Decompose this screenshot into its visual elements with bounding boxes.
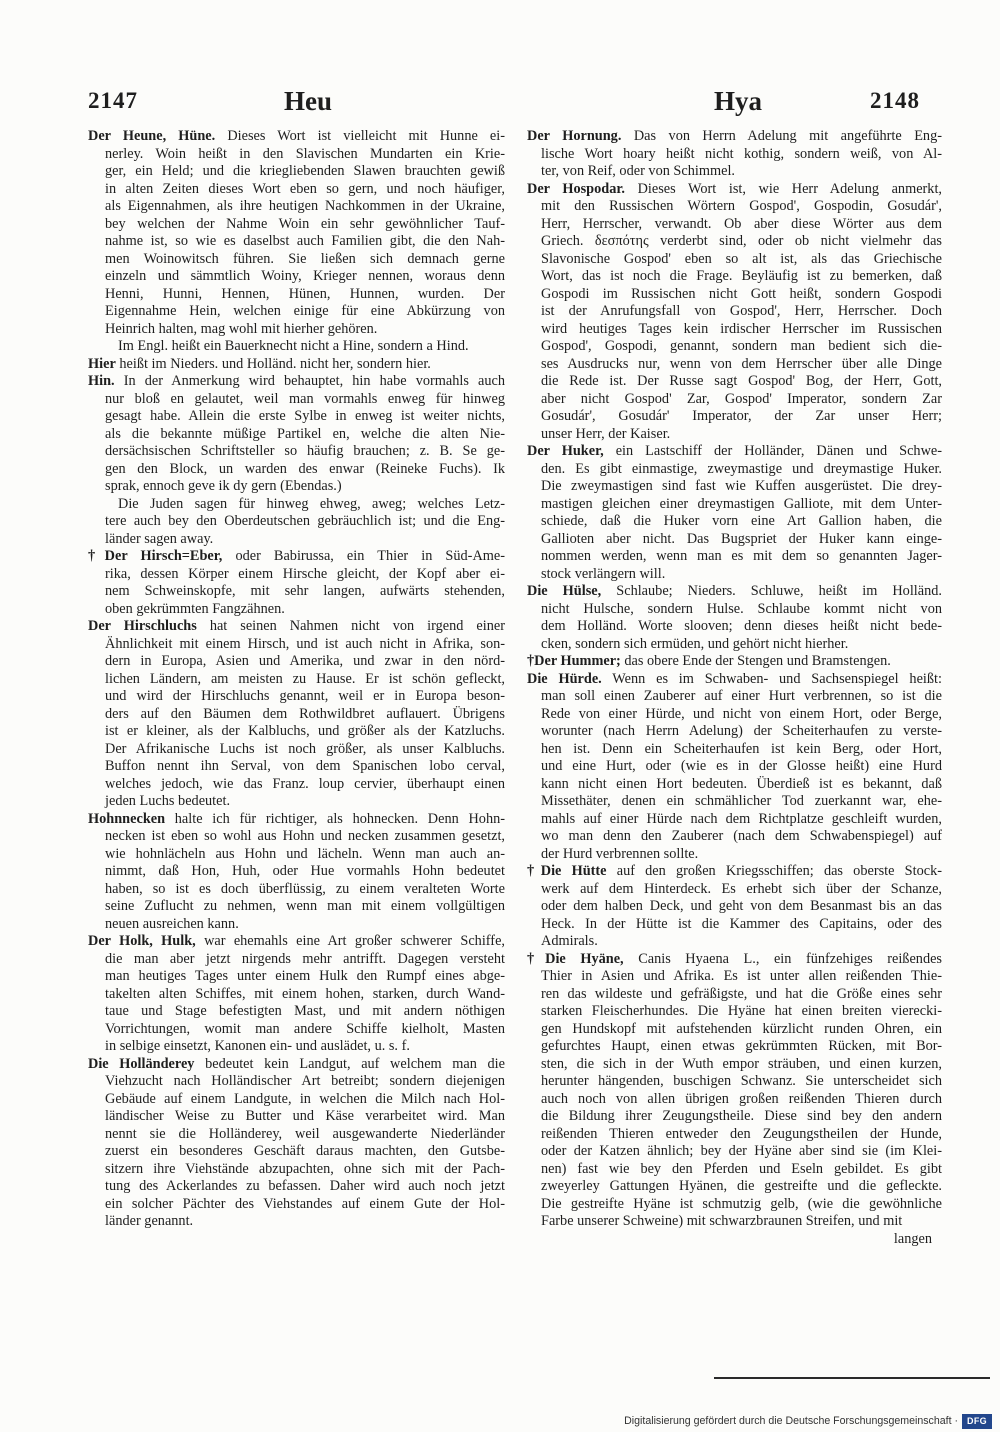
headword: †Der Hirsch=Eber, <box>88 548 223 564</box>
headword: Der Hornung. <box>527 128 622 144</box>
entry-line <box>88 478 505 496</box>
entry-text: gefurchtes Haupt, einen etwas gekrümmten Rücken, mit Bor- <box>541 1038 942 1054</box>
entry-line <box>527 321 942 339</box>
dictionary-entry <box>88 811 505 934</box>
entry-text: In der Anmerkung wird behauptet, hin habe vormahls auch <box>123 373 505 389</box>
entry-text: Gallioten aber nicht. Das Bugspriet der Huker kann einge- <box>541 530 942 547</box>
entry-text: tung des Ackerlandes zu befassen. Daher wird auch noch jetzt <box>105 1178 505 1194</box>
entry-line <box>88 391 505 409</box>
entry-text: stock verlängern will. <box>541 565 666 582</box>
entry-line <box>527 1073 942 1091</box>
entry-text: Thier in Asien und Afrika. Es ist unter allen reißenden Thie- <box>541 968 942 984</box>
entry-text: sitzern ihre Viehstände abzupachten, ohne sich mit der Pach- <box>105 1160 505 1177</box>
entry-text: haben, so ist es doch überflüssig, zu einem veralteten Worte <box>105 880 505 897</box>
entry-text: takelten alten Schiffes, mit einem hohen, starken, durch Wand- <box>105 985 505 1002</box>
entry-text: Der Afrikanische Luchs ist noch größer, als unser Kalbluchs. <box>105 740 505 757</box>
entry-line <box>88 1073 505 1091</box>
entry-line <box>88 1178 505 1196</box>
entry-text: war ehemahls eine Art großer schwerer Schiffe, <box>204 933 505 949</box>
footer-rule <box>714 1377 990 1379</box>
entry-line <box>527 706 942 724</box>
dictionary-entry <box>88 548 505 618</box>
entry-line <box>527 793 942 811</box>
entry-text: lische Wort hoary heißt nicht kothig, sondern weiß, von Al- <box>541 145 942 162</box>
entry-line <box>527 268 942 286</box>
entry-line <box>527 408 942 426</box>
entry-text: den. Es gibt einmastige, zweymastige und dreymastige Huker. <box>541 460 942 477</box>
entry-text: unser Herr, der Kaiser. <box>541 425 671 442</box>
entry-text: dersächsischen Schriftsteller so häufig brauchen; z. B. Se ge- <box>105 443 505 459</box>
entry-text: oder dem halben Deck, und geht von dem Besanmast bis an das <box>541 898 942 914</box>
entry-line <box>88 1091 505 1109</box>
entry-line <box>88 793 505 811</box>
entry-text: Die zweymastigen sind fast wie Kuffen ausgerüstet. Die drey- <box>541 478 942 494</box>
entry-line <box>527 898 942 916</box>
entry-text: necken ist eben so wohl aus Hohn und necken zusammen gesetzt, <box>105 828 505 844</box>
entry-line <box>527 776 942 794</box>
dictionary-entry <box>527 583 942 653</box>
entry-line <box>527 373 942 391</box>
entry-text: Vorrichtungen, womit man andere Schiffe kielholt, Masten <box>105 1020 505 1037</box>
dictionary-entry <box>527 671 942 864</box>
entry-text: ger, ein Held; und die kriegliebenden Slawen brauchten gewiß <box>105 163 505 179</box>
entry-text: Gospod', Gospodi, genannt, sondern man bedient sich die- <box>541 338 942 354</box>
entry-text: ist der Anrufungsfall von Gospod', Herr, Herrscher. Doch <box>541 303 942 319</box>
dictionary-entry <box>527 951 942 1231</box>
entry-line <box>88 968 505 986</box>
headword: Der Heune, Hüne. <box>88 128 216 144</box>
entry-text: Wenn es im Schwaben- und Sachsenspiegel heißt: <box>612 670 942 687</box>
entry-line <box>88 408 505 426</box>
entry-line <box>527 583 942 601</box>
entry-text: Die gestreifte Hyäne ist schmutzig gelb, (wie die gewöhnliche <box>541 1195 942 1212</box>
dictionary-entry <box>527 863 942 951</box>
entry-line <box>527 461 942 479</box>
dictionary-entry <box>88 373 505 548</box>
entry-text: worunter (nach Herrn Adelung) der Scheiterhaufen zu verste- <box>541 723 942 739</box>
entry-line <box>88 1021 505 1039</box>
entry-line <box>527 566 942 584</box>
entry-line <box>88 1056 505 1074</box>
entry-text: Gebäude auf einem Landgute, in welchen die Milch nach Hol- <box>105 1090 505 1107</box>
headword: †Die Hütte <box>527 863 607 879</box>
entry-line <box>527 251 942 269</box>
entry-line <box>527 356 942 374</box>
entry-text: die Bildung ihrer Zeugungstheile. Diese sind bey den andern <box>541 1108 942 1124</box>
entry-text: Farbe unserer Schweine) mit schwarzbraunen Streifen, und mit <box>541 1213 903 1229</box>
entry-text: gen Hundskopf mit aufstehenden kürzlicht runden Ohren, ein <box>541 1020 942 1037</box>
entry-line <box>527 303 942 321</box>
footer-credit: Digitalisierung gefördert durch die Deutsche Forschungsgemeinschaft · <box>624 1415 958 1427</box>
entry-line <box>88 163 505 181</box>
entry-text: auf den großen Kriegsschiffen; das oberste Stock- <box>616 863 942 879</box>
entry-text: mastigen gleichen einer dreymastigen Galliote, mit dem Unter- <box>541 495 942 512</box>
entry-text: oder Babirussa, ein Thier in Süd-Ame- <box>235 548 505 564</box>
entry-subparagraph-line <box>88 531 505 549</box>
entry-text: ein solcher Pächter des Viehstandes auf einem Gute der Hol- <box>105 1195 505 1212</box>
entry-text: ter, von Reif, oder von Schimmel. <box>541 163 735 179</box>
entry-text: als Eigennahmen, als ihre heutigen Nachkommen in der Ukraine, <box>105 198 505 214</box>
entry-text: nem Schweinskopfe, mit sehr langen, aufwärts stehenden, <box>105 583 505 599</box>
entry-line <box>527 1178 942 1196</box>
entry-text: sprak, ennoch geve ik dy gern (Ebendas.) <box>105 478 342 494</box>
entry-text: dern in Europa, Asien und Amerika, und zwar in den nörd- <box>105 653 505 669</box>
entry-line <box>527 916 942 934</box>
entry-text: ein Lastschiff der Holländer, Dänen und Schwe- <box>615 443 942 459</box>
entry-text: Ähnlichkeit mit einem Hirsch, und ist auch nicht in Afrika, son- <box>105 635 505 652</box>
entry-line <box>88 881 505 899</box>
entry-text: gen den Block, un warden des enwar (Reineke Fuchs). Ik <box>105 460 505 477</box>
entry-text: halte ich für richtiger, als hohnecken. Denn Hohn- <box>174 810 505 827</box>
entry-line <box>88 233 505 251</box>
entry-text: zweyerley Gattungen Hyänen, die gestreifte und die gefleckte. <box>541 1178 942 1194</box>
entry-line <box>88 688 505 706</box>
entry-line <box>527 1038 942 1056</box>
entry-line <box>527 881 942 899</box>
entry-line <box>527 1126 942 1144</box>
entry-text: in alten Zeiten dieses Wort eben so gern, und noch häufiger, <box>105 180 505 197</box>
entry-text: Missethäter, denen ein schmählicher Tod zuerkannt war, ehe- <box>541 793 942 809</box>
entry-line <box>527 496 942 514</box>
column-right <box>527 128 942 1231</box>
page-number-left: 2147 <box>88 88 138 113</box>
entry-line <box>527 986 942 1004</box>
entry-text: Dieses Wort ist vielleicht mit Hunne ei- <box>227 128 505 144</box>
headword: Hin. <box>88 373 115 389</box>
entry-text: Heinrich halten, mag wohl mit hierher gehören. <box>105 320 378 337</box>
entry-line <box>88 828 505 846</box>
entry-line <box>527 146 942 164</box>
entry-text: cken, sondern sich ermüden, und gehört nicht hierher. <box>541 635 849 652</box>
entry-line <box>88 1213 505 1231</box>
entry-text: auch noch von allen übrigen großen reißenden Thieren durch <box>541 1090 942 1107</box>
entry-line <box>527 1196 942 1214</box>
entry-text: in selbige einsetzt, Kanonen ein- und auslädet, u. s. f. <box>105 1038 410 1054</box>
entry-text: Griech. δεσπότης verderbt sind, oder ob nicht vielmehr das <box>541 233 942 249</box>
entry-line <box>527 1021 942 1039</box>
headword: Die Holländerey <box>88 1055 195 1072</box>
entry-text: hen ist. Denn ein Scheiterhaufen ist kein Berg, oder Hort, <box>541 740 942 757</box>
entry-text: nimmt, daß Hon, Huh, oder Hue vormahls Hohn bedeutet <box>105 863 505 879</box>
dictionary-entry <box>527 653 942 671</box>
entry-text: wie hohnlächeln aus Hohn und lächeln. Wenn man auch an- <box>105 845 505 862</box>
entry-line <box>527 1161 942 1179</box>
entry-text: zuerst ein besonderes Geschäft daraus machten, den Gutsbe- <box>105 1143 505 1159</box>
entry-line <box>88 933 505 951</box>
entry-text: nennt sie die Holländerey, weil ausgewanderte Niederländer <box>105 1125 505 1142</box>
entry-line <box>527 128 942 146</box>
entry-line <box>527 1213 942 1231</box>
entry-text: oder der Katzen ähnlich; bey der Hyäne aber sind sie (im Klei- <box>541 1143 942 1159</box>
entry-text: hat seinen Nahmen nicht von irgend einer <box>209 618 505 634</box>
entry-text: Viehzucht nach Holländischer Art betreibt; sondern diejenigen <box>105 1073 505 1089</box>
entry-text: als die bekannte müßige Partikel en, welche die alten Nie- <box>105 425 505 442</box>
entry-line <box>527 846 942 864</box>
entry-line <box>88 251 505 269</box>
entry-text: Slavonische Gospod' eben so alt ist, als das Griechische <box>541 250 942 267</box>
headword: Der Huker, <box>527 443 604 459</box>
entry-text: Schlaube; Nieders. Schluwe, heißt im Holländ. <box>616 583 942 599</box>
entry-text: länder sagen away. <box>105 530 214 547</box>
entry-line <box>88 846 505 864</box>
entry-text: neuen ausreichen kann. <box>105 915 239 932</box>
entry-line <box>527 653 942 671</box>
entry-line <box>527 548 942 566</box>
entry-line <box>88 286 505 304</box>
entry-text: reißenden Thieren entweder den Zeugungstheilen der Hunde, <box>541 1125 942 1142</box>
entry-text: die Rede ist. Der Russe sagt Gospod' Bog, der Herr, Gott, <box>541 373 942 389</box>
dictionary-entry <box>88 128 505 356</box>
entry-text: bedeutet kein Landgut, auf welchem man die <box>205 1055 505 1072</box>
entry-subparagraph-line <box>88 513 505 531</box>
entry-text: nicht Hulsche, sondern Hulse. Schlaube kommt nicht von <box>541 600 942 617</box>
dictionary-entry <box>527 443 942 583</box>
entry-text: mit den Russischen Wörtern Gospod', Gospodin, Gosudár', <box>541 198 942 214</box>
entry-line <box>88 583 505 601</box>
entry-line <box>527 478 942 496</box>
entry-line <box>527 1091 942 1109</box>
entry-text: nur bloß en gelautet, weil man vormahls enweg für hinweg <box>105 390 505 407</box>
headword: Die Hürde. <box>527 670 602 687</box>
entry-line <box>88 373 505 391</box>
entry-line <box>527 863 942 881</box>
entry-line <box>88 776 505 794</box>
entry-text: men Woinowitsch führen. Sie ließen sich demnach gerne <box>105 250 505 267</box>
entry-line <box>88 601 505 619</box>
entry-line <box>527 163 942 181</box>
entry-text: ses Ausdrucks nur, wenn von dem Herrscher über alle Dinge <box>541 355 942 372</box>
entry-text: wird heutiges Tages kein irdischer Herrscher im Russischen <box>541 320 942 337</box>
entry-line <box>88 268 505 286</box>
entry-line <box>88 1108 505 1126</box>
entry-text: Eigennahme Hein, welchen einige für eine Abkürzung von <box>105 303 505 319</box>
entry-text: sten, die sich in der Wuth empor sträuben, und einen kurzen, <box>541 1055 942 1072</box>
entry-text: nahme ist, so wie es daselbst auch Familien gibt, die den Nah- <box>105 233 505 249</box>
entry-text: aber nicht Gospod' Zar, Gospod' Imperator, sondern Zar <box>541 390 942 407</box>
entry-line <box>527 216 942 234</box>
entry-line <box>88 321 505 339</box>
entry-line <box>527 531 942 549</box>
entry-line <box>527 513 942 531</box>
entry-text: lichen Ländern, am meisten zu Hause. Er ist schön gefleckt, <box>105 670 505 687</box>
headword: Der Hirschluchs <box>88 618 197 634</box>
entry-line <box>527 828 942 846</box>
entry-line <box>527 233 942 251</box>
entry-text: das obere Ende der Stengen und Bramstengen. <box>624 653 891 669</box>
entry-line <box>527 1108 942 1126</box>
entry-text: nen) fast wie bey den Pferden und Eseln gebildet. Es gibt <box>541 1160 942 1177</box>
entry-line <box>527 741 942 759</box>
entry-line <box>88 216 505 234</box>
entry-text: Admirals. <box>541 933 598 949</box>
entry-text: Dieses Wort ist, wie Herr Adelung anmerkt, <box>637 180 942 197</box>
entry-text: nommen werden, wenn man es mit dem so genannten Jager- <box>541 548 942 564</box>
entry-text: Die Juden sagen für hinweg ehweg, aweg; welches Letz- <box>118 495 505 512</box>
entry-line <box>88 1161 505 1179</box>
entry-text: oben gekrümmten Fangzähnen. <box>105 600 285 617</box>
entry-line <box>88 1003 505 1021</box>
headword: Der Holk, Hulk, <box>88 933 196 949</box>
entry-line <box>527 618 942 636</box>
entry-text: mahls auf einer Hürde nach dem Richtplatze geschleift wurden, <box>541 810 942 827</box>
entry-text: schiede, daß die Huker vorn eine Art Gallion haben, die <box>541 513 942 529</box>
entry-line <box>88 548 505 566</box>
entry-subparagraph-line <box>88 338 505 356</box>
entry-line <box>88 653 505 671</box>
entry-line <box>88 181 505 199</box>
entry-text: kann nicht einen Hort bedeuten. Überdieß ist es bekannt, daß <box>541 775 942 792</box>
entry-text: rika, dessen Körper einem Hirsche gleicht, der Kopf aber ei- <box>105 565 505 582</box>
entry-line <box>88 916 505 934</box>
entry-text: Gospodi im Russischen nicht Gott heißt, sondern Gospodi <box>541 285 942 302</box>
entry-line <box>88 426 505 444</box>
entry-line <box>527 933 942 951</box>
headword: Der Hospodar. <box>527 180 625 197</box>
entry-text: Henni, Hunni, Hennen, Hünen, Hunnen, wurden. Der <box>105 285 505 302</box>
entry-text: Herr, Herrscher, verwandt. Ob aber diese Wörter aus dem <box>541 215 942 232</box>
dictionary-entry <box>527 128 942 181</box>
entry-text: tere auch bey den Oberdeutschen gebräuchlich ist; und die Eng- <box>105 513 505 529</box>
entry-text: jeden Luchs bedeutet. <box>105 793 231 809</box>
entry-text: ren das wildeste und gefräßigste, und hat die Größe eines sehr <box>541 985 942 1002</box>
entry-text: bey welchen der Nahme Woin ein sehr gewöhnlicher Tauf- <box>105 215 505 232</box>
entry-text: nerley. Woin heißt in den Slavischen Mundarten ein Krie- <box>105 145 505 162</box>
entry-line <box>88 443 505 461</box>
entry-line <box>88 706 505 724</box>
entry-line <box>527 286 942 304</box>
entry-line <box>527 968 942 986</box>
entry-text: ländischer Weise zu Butter und Käse verarbeitet wird. Man <box>105 1108 505 1124</box>
entry-line <box>527 758 942 776</box>
entry-line <box>88 566 505 584</box>
dictionary-entry <box>88 933 505 1056</box>
entry-line <box>88 1196 505 1214</box>
entry-line <box>88 356 505 374</box>
entry-text: taue und Stage befestigten Mast, und mit andern nöthigen <box>105 1003 505 1019</box>
entry-line <box>88 951 505 969</box>
entry-text: ders auf den Bäumen dem Rothwildbret auflauert. Übrigens <box>105 705 505 722</box>
entry-text: Gosudár', Gosudár' Imperator, der Zar unser Herr; <box>541 408 942 424</box>
entry-text: man heutiges Tages unter einem Hulk den Rumpf eines abge- <box>105 968 505 984</box>
entry-line <box>88 636 505 654</box>
running-head-right: Hya <box>714 86 763 116</box>
entry-line <box>88 198 505 216</box>
dictionary-entry <box>88 1056 505 1231</box>
entry-line <box>88 811 505 829</box>
entry-text: Im Engl. heißt ein Bauerknecht nicht a Hine, sondern a Hind. <box>118 338 469 354</box>
entry-text: gesagt habe. Allein die erste Sylbe in enweg ist weiter nichts, <box>105 408 505 424</box>
entry-subparagraph-line <box>88 496 505 514</box>
entry-text: heißt im Nieders. und Holländ. nicht her, sondern hier. <box>119 355 431 372</box>
running-head-left: Heu <box>284 86 333 116</box>
dictionary-entry <box>88 618 505 811</box>
entry-text: welches jedoch, wie das Franz. loup cervier, überhaupt einen <box>105 775 505 792</box>
entry-text: und eine Hurt, oder (wie es in der Glosse heißt) eine Hurd <box>541 758 942 774</box>
headword: Die Hülse, <box>527 583 602 599</box>
entry-text: herunter hängenden, buschigen Schwanz. Sie unterscheidet sich <box>541 1073 942 1089</box>
entry-text: der Hurd verbrennen sollte. <box>541 845 699 862</box>
entry-line <box>88 1038 505 1056</box>
entry-text: starken Fleischerhundes. Die Hyäne hat einen breiten vierecki- <box>541 1003 942 1019</box>
entry-line <box>88 671 505 689</box>
entry-line <box>527 198 942 216</box>
entry-line <box>88 128 505 146</box>
entry-line <box>88 741 505 759</box>
page-number-right: 2148 <box>870 88 920 113</box>
entry-line <box>88 758 505 776</box>
entry-text: die man aber jetzt nirgends mehr antrifft. Dagegen versteht <box>105 950 505 967</box>
entry-line <box>88 863 505 881</box>
entry-line <box>88 986 505 1004</box>
entry-line <box>88 303 505 321</box>
entry-line <box>527 443 942 461</box>
entry-text: einzeln und sämmtlich Woiny, Krieger nennen, woraus denn <box>105 268 505 284</box>
entry-line <box>527 391 942 409</box>
entry-text: Das von Herrn Adelung mit angeführte Eng- <box>633 128 942 144</box>
entry-text: länder genannt. <box>105 1213 194 1229</box>
entry-text: Buffon nennt ihn Serval, von dem Spanischen lobo cerval, <box>105 758 505 774</box>
entry-line <box>527 811 942 829</box>
entry-line <box>527 688 942 706</box>
entry-line <box>88 1126 505 1144</box>
entry-line <box>527 671 942 689</box>
headword: Hohnnecken <box>88 810 166 827</box>
dictionary-entry <box>88 356 505 374</box>
headword: Hier <box>88 355 116 372</box>
entry-text: wo man denn den Zauberer (nach dem Schwabenspiegel) auf <box>541 828 942 844</box>
entry-text: ist er kleiner, als der Kalbluchs, und größer als der Katzluchs. <box>105 723 505 739</box>
entry-line <box>88 618 505 636</box>
entry-line <box>88 1143 505 1161</box>
entry-text: werk auf dem Hinterdeck. Es erhebt sich über der Schanze, <box>541 880 942 897</box>
entry-text: und wird der Hirschluchs genannt, weil er in Europa beson- <box>105 688 505 704</box>
entry-text: seine Zuflucht zu nehmen, wenn man mit einem vollgültigen <box>105 898 505 914</box>
entry-line <box>527 338 942 356</box>
entry-text: dem Holländ. Worte slooven; denn dieses heißt nicht bede- <box>541 618 942 634</box>
entry-line <box>88 898 505 916</box>
entry-text: Rede von einer Hürde, und nicht von einem Hort, oder Berge, <box>541 705 942 722</box>
entry-line <box>527 426 942 444</box>
entry-text: Heck. In der Hütte ist die Kammer des Capitains, oder des <box>541 915 942 932</box>
column-left <box>88 128 505 1231</box>
headword: †Der Hummer; <box>527 653 621 669</box>
headword: †Die Hyäne, <box>527 950 624 967</box>
entry-line <box>88 146 505 164</box>
entry-line <box>527 951 942 969</box>
entry-text: Canis Hyaena L., ein fünfzehiges reißendes <box>638 950 942 967</box>
entry-line <box>527 1003 942 1021</box>
dfg-logo: DFG <box>962 1414 992 1429</box>
entry-text: man soll einen Zauberer auf einer Hurt verbrennen, so ist die <box>541 688 942 704</box>
entry-line <box>527 723 942 741</box>
entry-line <box>527 181 942 199</box>
entry-line <box>527 636 942 654</box>
entry-text: Wort, das ist noch die Frage. Beyläufig ist zu bemerken, daß <box>541 268 942 284</box>
dictionary-entry <box>527 181 942 444</box>
entry-line <box>88 723 505 741</box>
entry-line <box>88 461 505 479</box>
catchword: langen <box>893 1230 932 1247</box>
entry-line <box>527 1143 942 1161</box>
entry-line <box>527 601 942 619</box>
entry-line <box>527 1056 942 1074</box>
